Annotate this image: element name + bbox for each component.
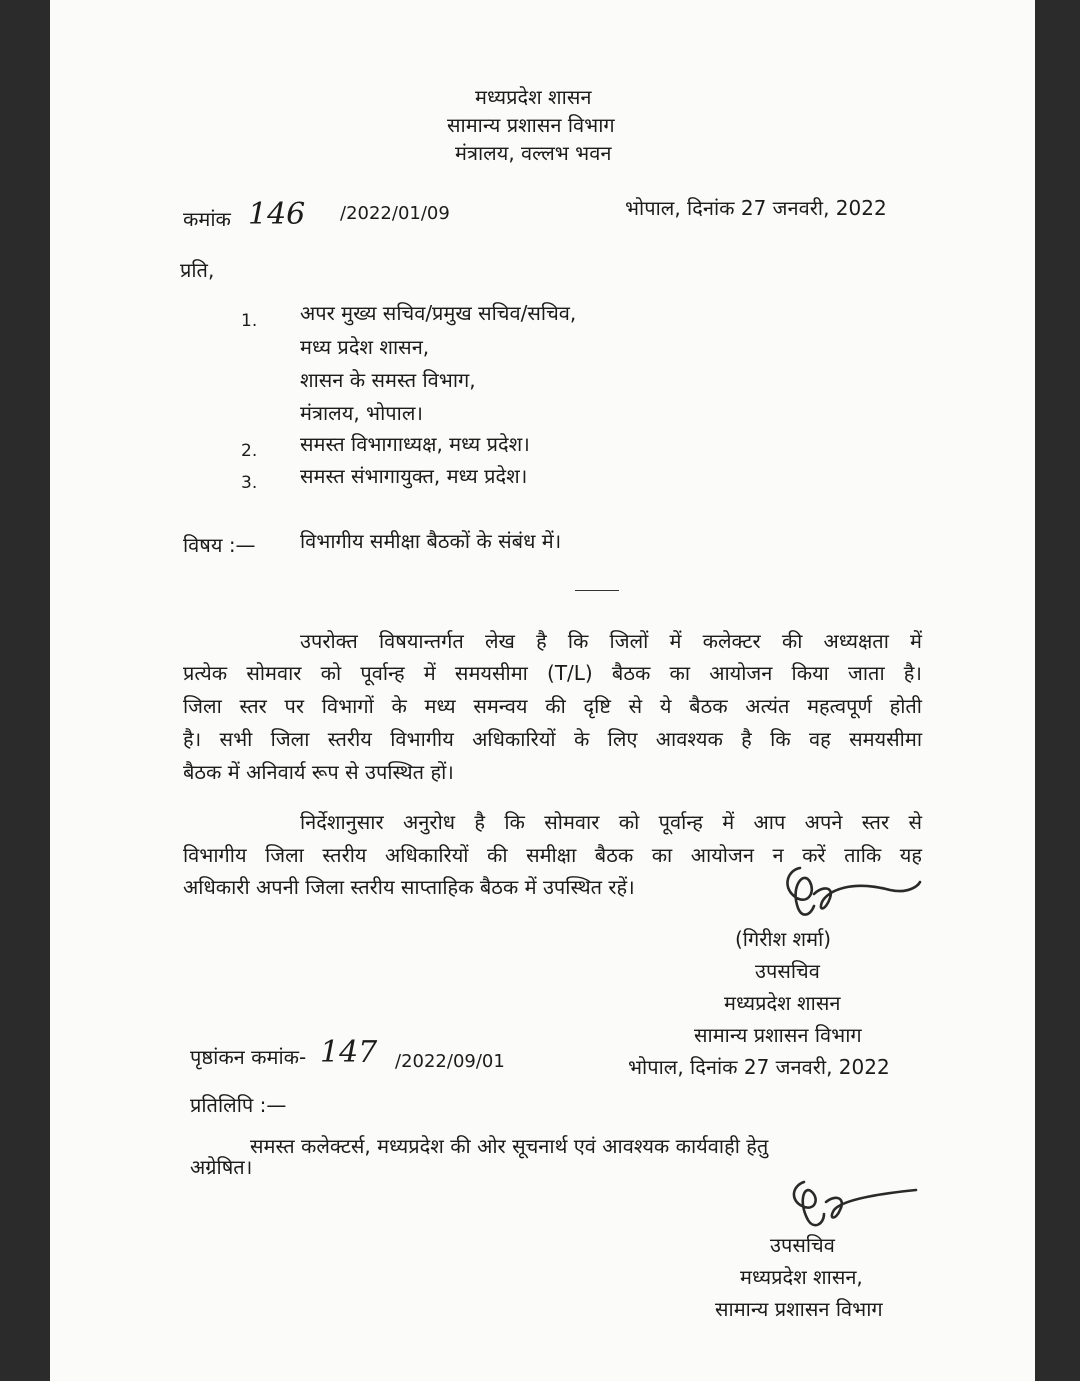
recipient-number-1: 1.: [241, 311, 258, 331]
header-line-3: मंत्रालय, वल्लभ भवन: [455, 141, 612, 165]
signatory-designation: उपसचिव: [755, 959, 820, 983]
signatory-org-1: मध्यप्रदेश शासन: [724, 991, 841, 1015]
recipient-1-line-1: अपर मुख्य सचिव/प्रमुख सचिव/सचिव,: [300, 301, 577, 325]
recipient-number-3: 3.: [241, 473, 258, 493]
signatory2-org-1: मध्यप्रदेश शासन,: [740, 1265, 863, 1289]
signatory-name: (गिरीश शर्मा): [735, 927, 832, 951]
signatory-org-2: सामान्य प्रशासन विभाग: [694, 1023, 862, 1047]
endorsement-place-date: भोपाल, दिनांक 27 जनवरी, 2022: [628, 1055, 890, 1079]
recipient-3-line-1: समस्त संभागायुक्त, मध्य प्रदेश।: [300, 464, 528, 488]
order-place-date: भोपाल, दिनांक 27 जनवरी, 2022: [625, 196, 887, 220]
to-label: प्रति,: [180, 258, 215, 282]
copy-text-line-1: समस्त कलेक्टर्स, मध्यप्रदेश की ओर सूचनार्थ एवं आवश्यक कार्यवाही हेतु: [250, 1134, 769, 1158]
copy-label: प्रतिलिपि :—: [190, 1093, 287, 1117]
endorsement-label: पृष्ठांकन कमांक-: [190, 1045, 307, 1069]
para1-line-5: बैठक में अनिवार्य रूप से उपस्थित हों।: [183, 760, 454, 784]
para1-line-3: जिला स्तर पर विभागों के मध्य समन्वय की दृष्टि से ये बैठक अत्यंत महत्वपूर्ण होती: [183, 694, 922, 718]
para2-line-3: अधिकारी अपनी जिला स्तरीय साप्ताहिक बैठक में उपस्थित रहें।: [183, 875, 635, 899]
endorsement-number-handwritten: 147: [320, 1035, 378, 1070]
order-number-handwritten: 146: [248, 197, 306, 232]
recipient-2-line-1: समस्त विभागाध्यक्ष, मध्य प्रदेश।: [300, 432, 530, 456]
signature-2-icon: [780, 1172, 930, 1234]
subject-text: विभागीय समीक्षा बैठकों के संबंध में।: [300, 529, 562, 553]
para2-line-1: निर्देशानुसार अनुरोध है कि सोमवार को पूर्वान्ह में आप अपने स्तर से: [300, 810, 922, 834]
order-suffix: /2022/01/09: [340, 203, 450, 224]
header-line-1: मध्यप्रदेश शासन: [475, 85, 592, 109]
signatory2-designation: उपसचिव: [770, 1233, 835, 1257]
subject-label: विषय :—: [183, 533, 256, 557]
para1-line-4: है। सभी जिला स्तरीय विभागीय अधिकारियों के लिए आवश्यक है कि वह समयसीमा: [183, 727, 922, 751]
signatory2-org-2: सामान्य प्रशासन विभाग: [715, 1297, 883, 1321]
para2-line-2: विभागीय जिला स्तरीय अधिकारियों की समीक्षा बैठक का आयोजन न करें ताकि यह: [183, 843, 922, 867]
signature-1-icon: [770, 856, 930, 926]
recipient-number-2: 2.: [241, 441, 258, 461]
para1-line-1: उपरोक्त विषयान्तर्गत लेख है कि जिलों में कलेक्टर की अध्यक्षता में: [300, 629, 922, 653]
document-page: [50, 0, 1035, 1381]
order-label: कमांक: [183, 207, 231, 231]
subject-separator: [575, 590, 619, 591]
para1-line-2: प्रत्येक सोमवार को पूर्वान्ह में समयसीमा (T/L) बैठक का आयोजन किया जाता है।: [183, 661, 922, 685]
recipient-1-line-3: शासन के समस्त विभाग,: [300, 368, 476, 392]
header-line-2: सामान्य प्रशासन विभाग: [447, 113, 615, 137]
recipient-1-line-4: मंत्रालय, भोपाल।: [300, 401, 423, 425]
endorsement-suffix: /2022/09/01: [395, 1051, 505, 1072]
recipient-1-line-2: मध्य प्रदेश शासन,: [300, 335, 430, 359]
copy-text-line-2: अग्रेषित।: [190, 1155, 253, 1179]
